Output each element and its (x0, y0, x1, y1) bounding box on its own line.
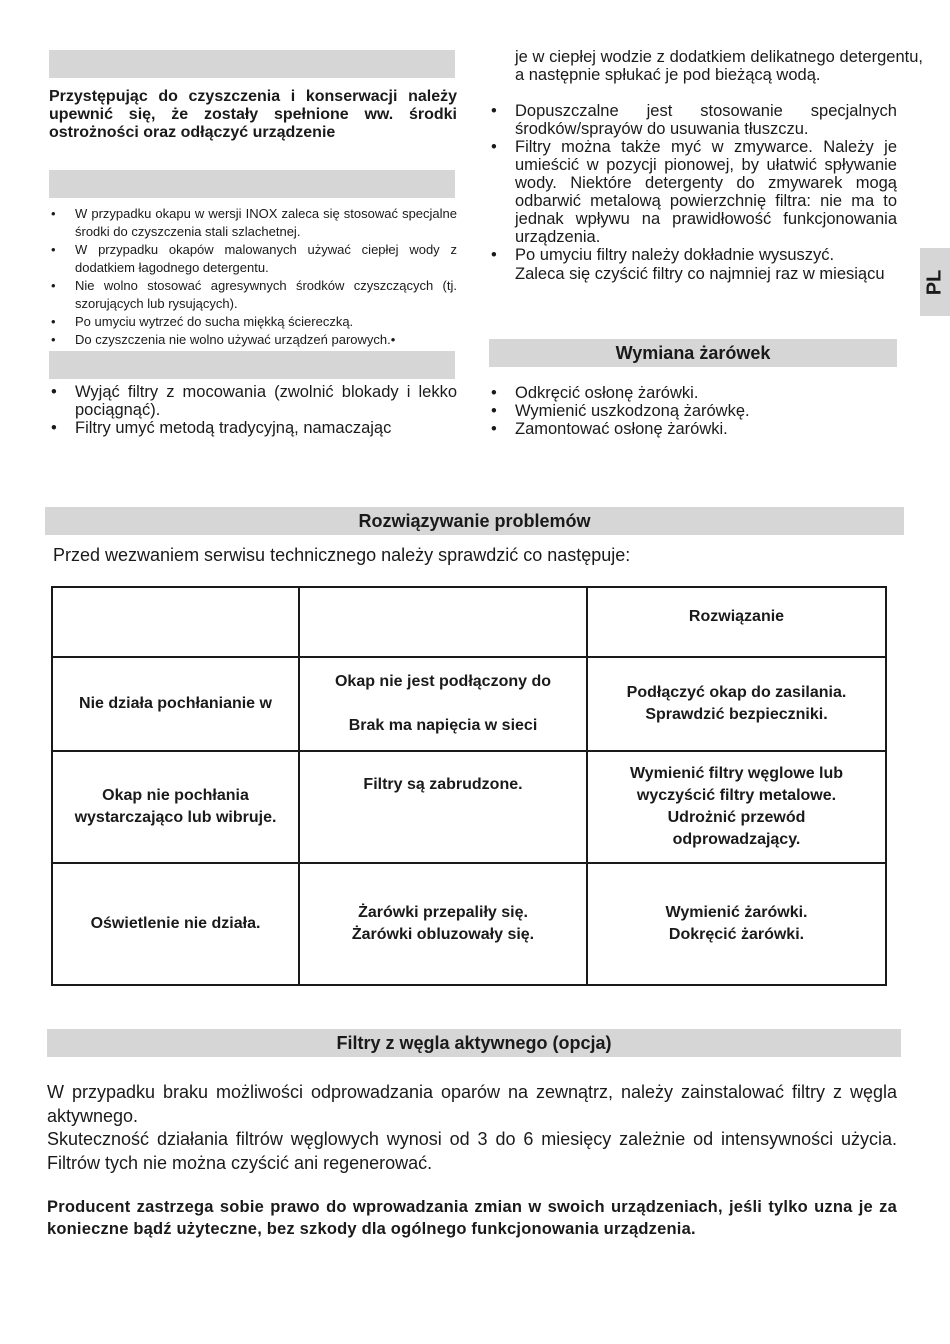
cleaning-item: • Nie wolno stosować agresywnych środków czyszczących (tj. szorujących lub rysujących). (49, 277, 457, 313)
filter-item: • Wyjąć filtry z mocowania (zwolnić blokady i lekko pociągnąć). (49, 383, 457, 419)
carbon-paragraph: Skuteczność działania filtrów węglowych wynosi od 3 do 6 miesięcy zależnie od intensywności użycia. Filtrów tych nie można czyścić ani regenerować. (47, 1129, 897, 1173)
cell-line: Brak ma napięcia w sieci (348, 717, 538, 734)
cause-cell (299, 751, 587, 863)
problem-cell (52, 863, 299, 985)
filter-item: • Dopuszczalne jest stosowanie specjalnych środków/sprayów do usuwania tłuszczu. (489, 102, 897, 138)
cell-line: Wymienić żarówki. (665, 904, 808, 921)
bulb-item: • Zamontować osłonę żarówki. (489, 420, 897, 438)
monthly-cleaning-note: Zaleca się czyścić filtry co najmniej raz w miesiącu (515, 265, 885, 283)
solution-cell (587, 751, 886, 863)
cell-line: Udrożnić przewód (667, 809, 806, 826)
cell-line: Nie działa pochłanianie w (79, 695, 272, 712)
table-row (52, 863, 886, 985)
carbon-paragraph: W przypadku braku możliwości odprowadzania oparów na zewnątrz, należy zainstalować filtry z węgla aktywnego. (47, 1082, 897, 1126)
left-section-bar-3 (49, 351, 455, 379)
cleaning-item: • W przypadku okapu w wersji INOX zaleca się stosować specjalne środki do czyszczenia stali szlachetnej. (49, 205, 457, 241)
cell-line: Żarówki obluzowały się. (351, 926, 535, 943)
troubleshooting-intro: Przed wezwaniem serwisu technicznego należy sprawdzić co następuje: (53, 545, 631, 565)
cell-line: wystarczająco lub wibruje. (74, 809, 277, 826)
bulb-list (489, 384, 897, 438)
header-cell: Rozwiązanie (587, 587, 886, 657)
table-row (52, 657, 886, 751)
maintenance-intro: Przystępując do czyszczenia i konserwacji należy upewnić się, że zostały spełnione ww. środki ostrożności oraz odłączyć urządzenie (49, 88, 457, 141)
filter-item: • Filtry można także myć w zmywarce. Należy je umieścić w pozycji pionowej, by ułatwić spływanie wody. Niektóre detergenty do zmywarek mogą odbarwić metalową powierzchnię filtra: nie ma to jednak wpływu na prawidłowość funkcjonowania urządzenia. (489, 138, 897, 246)
cell-line: Wymienić filtry węglowe lub (629, 765, 844, 782)
manufacturer-disclaimer: Producent zastrzega sobie prawo do wprowadzania zmian w swoich urządzeniach, jeśli tylko uzna je za konieczne bądź użyteczne, bez szkody dla ogólnego funkcjonowania urządzenia. (47, 1198, 897, 1238)
filter-list-left (49, 383, 457, 437)
left-section-bar-2 (49, 170, 455, 198)
cleaning-list (49, 205, 457, 349)
cell-line: Sprawdzić bezpieczniki. (645, 706, 828, 723)
language-tab-label: PL (923, 269, 946, 295)
problem-cell (52, 657, 299, 751)
table-header-row (52, 587, 886, 657)
header-cell (52, 587, 299, 657)
solution-cell (587, 863, 886, 985)
language-tab (920, 248, 950, 316)
cell-line: odprowadzający. (672, 831, 801, 848)
bulb-item: • Odkręcić osłonę żarówki. (489, 384, 897, 402)
solution-cell (587, 657, 886, 751)
cause-cell (299, 657, 587, 751)
cell-line: Podłączyć okap do zasilania. (626, 684, 847, 701)
cleaning-item: • Do czyszczenia nie wolno używać urządzeń parowych.• (49, 331, 457, 349)
cell-line: Dokręcić żarówki. (668, 926, 805, 943)
problem-cell (52, 751, 299, 863)
bulb-heading: Wymiana żarówek (489, 339, 897, 367)
cause-cell (299, 863, 587, 985)
cell-line: Filtry są zabrudzone. (363, 776, 523, 793)
cleaning-item: • Po umyciu wytrzeć do sucha miękką ściereczką. (49, 313, 457, 331)
carbon-filters-heading: Filtry z węgla aktywnego (opcja) (47, 1029, 901, 1057)
cell-line (306, 693, 580, 715)
left-section-bar-1 (49, 50, 455, 78)
filter-continuation: je w ciepłej wodzie z dodatkiem delikatnego detergentu, a następnie spłukać je pod bieżącą wodą. (515, 48, 923, 84)
cell-line: Okap nie jest podłączony do (334, 673, 552, 690)
filter-list-right (489, 102, 897, 264)
troubleshooting-table (51, 586, 887, 986)
cell-line: Oświetlenie nie działa. (90, 915, 261, 932)
cell-line: Okap nie pochłania (102, 787, 249, 804)
troubleshooting-heading: Rozwiązywanie problemów (45, 507, 904, 535)
cell-line: Żarówki przepaliły się. (358, 904, 528, 921)
cleaning-item: • W przypadku okapów malowanych używać ciepłej wody z dodatkiem łagodnego detergentu. (49, 241, 457, 277)
filter-item: • Po umyciu filtry należy dokładnie wysuszyć. (489, 246, 897, 264)
bulb-item: • Wymienić uszkodzoną żarówkę. (489, 402, 897, 420)
cell-line: wyczyścić filtry metalowe. (636, 787, 837, 804)
table-row (52, 751, 886, 863)
header-cell (299, 587, 587, 657)
filter-item: • Filtry umyć metodą tradycyjną, namaczając (49, 419, 457, 437)
